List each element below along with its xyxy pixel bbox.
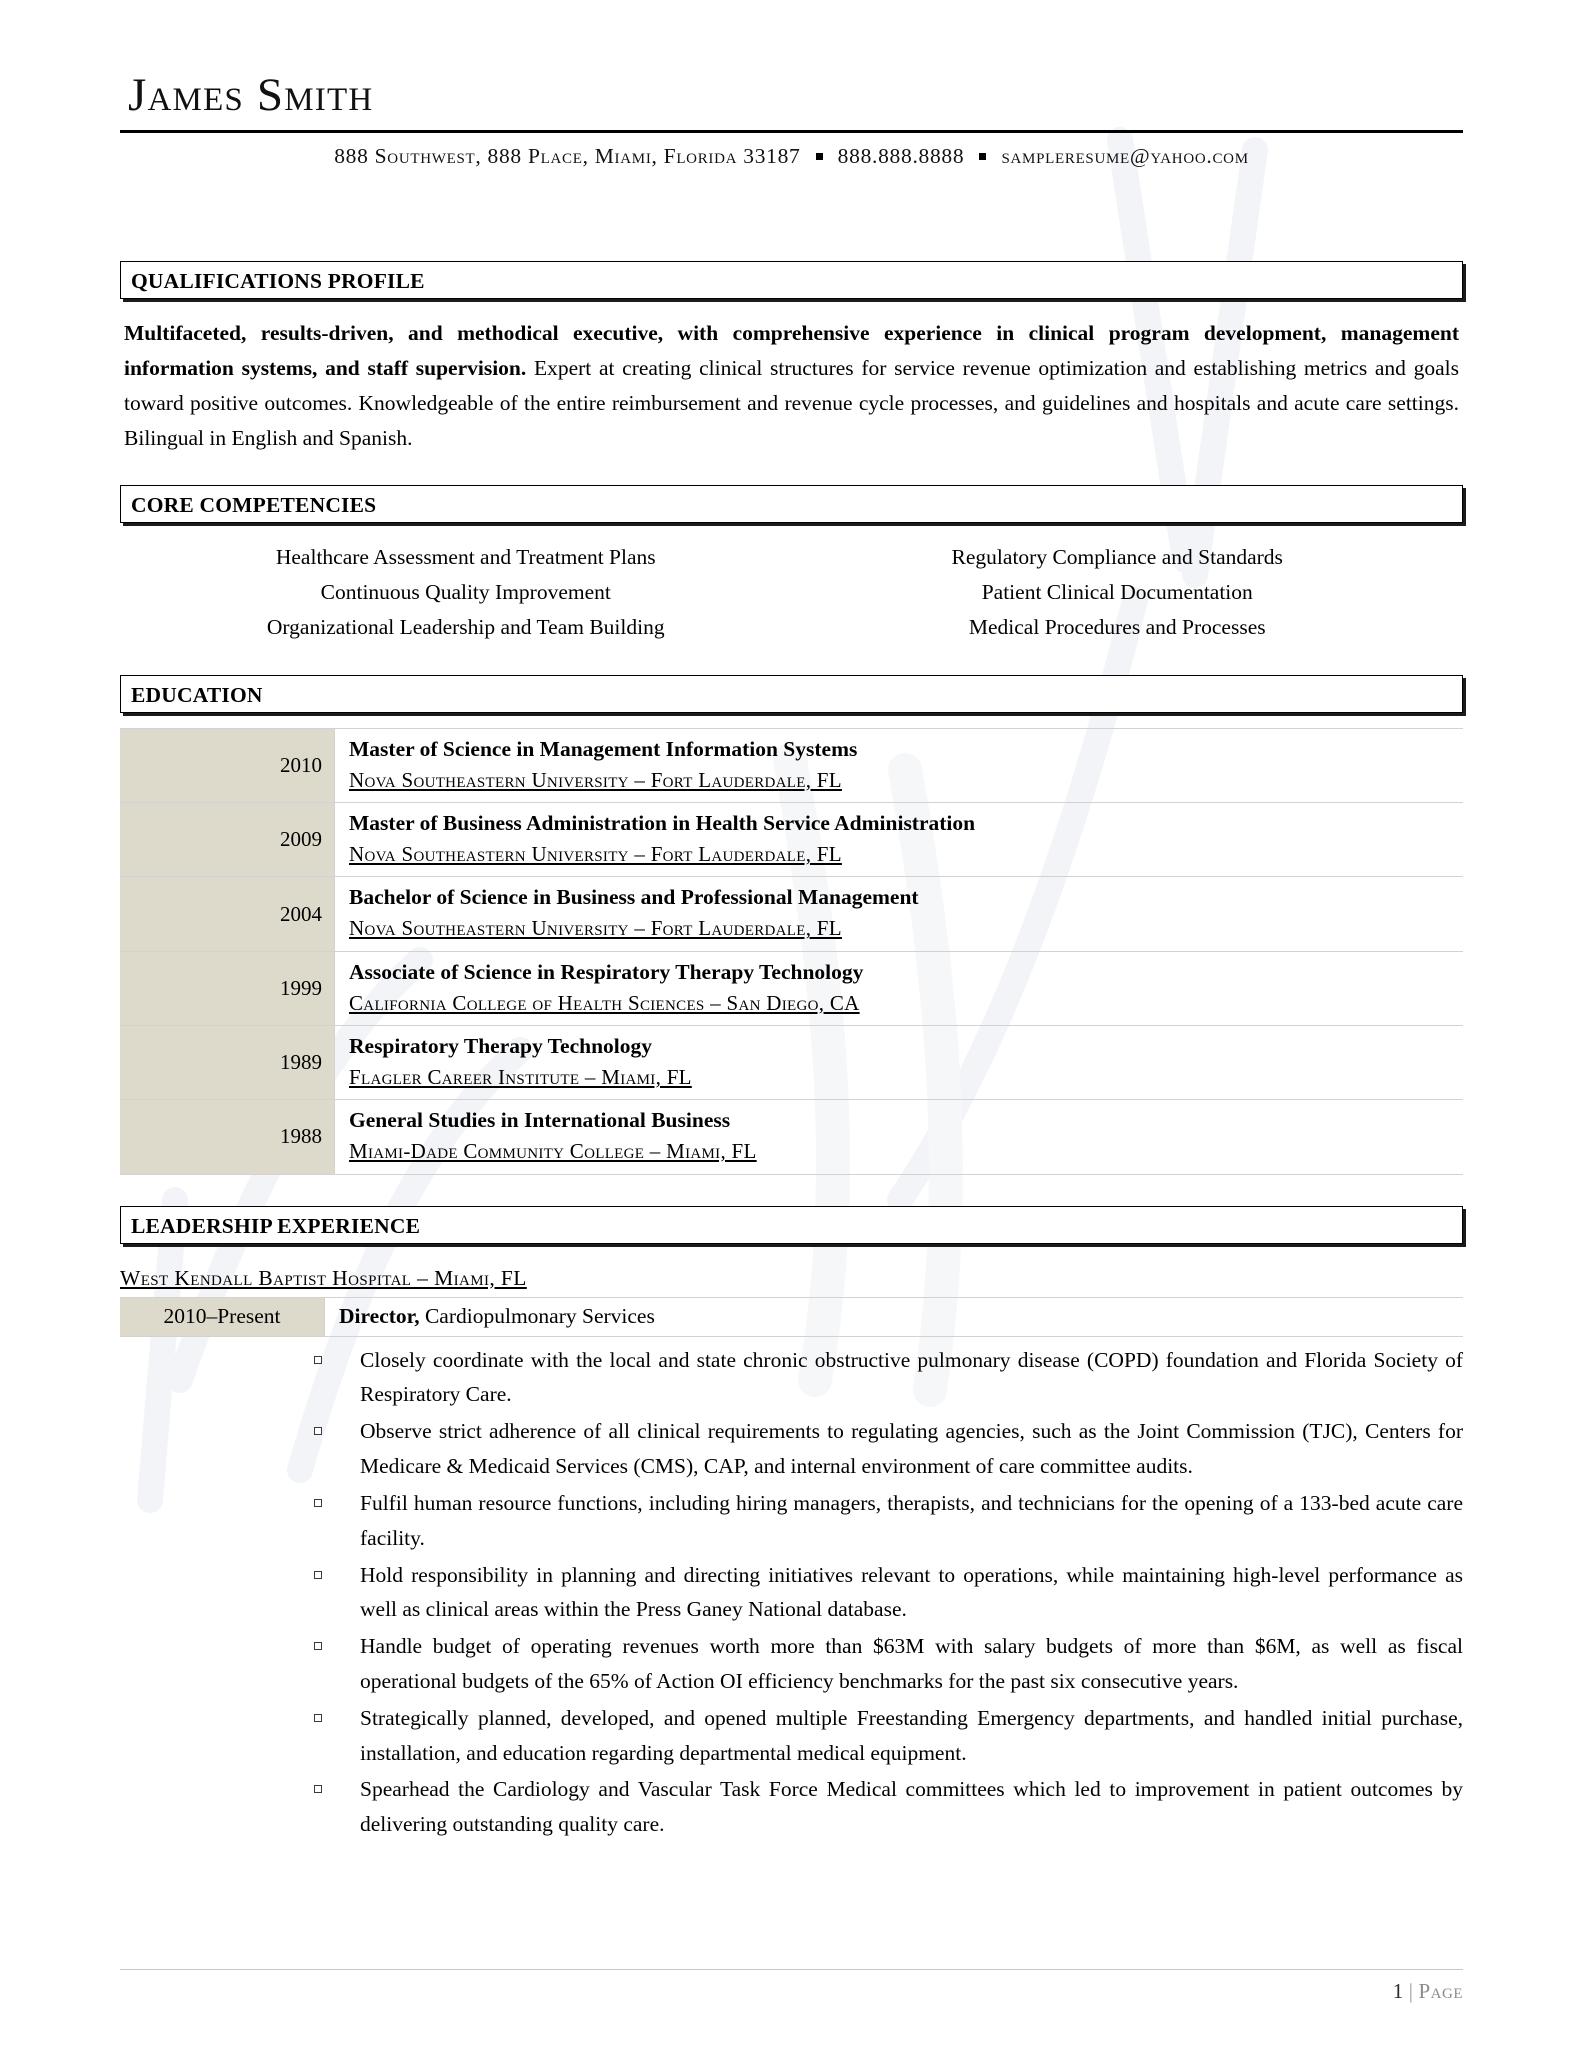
education-year: 2009: [120, 803, 335, 877]
competency-item: Regulatory Compliance and Standards: [951, 545, 1283, 570]
competency-column-right: [792, 540, 1444, 644]
education-degree: Master of Business Administration in Health Service Administration: [349, 811, 976, 836]
qualifications-paragraph: [120, 316, 1463, 455]
table-row: [120, 1100, 1463, 1174]
page-number: 1: [1392, 1979, 1404, 2003]
section-header-education: EDUCATION: [120, 675, 1463, 713]
page-footer: [120, 1969, 1463, 2004]
education-school: Flagler Career Institute – Miami, FL: [349, 1064, 692, 1089]
table-row: [120, 1297, 1463, 1336]
list-item: [306, 1414, 1463, 1484]
hollow-square-bullet-icon: [314, 1714, 322, 1722]
page-label: Page: [1418, 1979, 1463, 2003]
list-item-text: Observe strict adherence of all clinical requirements to regulating agencies, such as the Joint Commission (TJC), Centers for Medicare & Medicaid Services (CMS), CAP, and internal environment of care committee audits.: [360, 1419, 1463, 1479]
education-year: 1999: [120, 951, 335, 1025]
list-item-text: Handle budget of operating revenues worth more than $63M with salary budgets of more than $6M, as well as fiscal operational budgets of the 65% of Action OI efficiency benchmarks for the past six consecutive years.: [360, 1634, 1463, 1693]
education-detail: [335, 1100, 1464, 1174]
role-title-cell: [325, 1297, 1464, 1336]
list-item-text: Spearhead the Cardiology and Vascular Task Force Medical committees which led to improvement in patient outcomes by delivering outstanding quality care.: [360, 1777, 1463, 1837]
education-year: 1989: [120, 1025, 335, 1099]
list-item: [306, 1629, 1463, 1699]
contact-address: 888 Southwest, 888 Place, Miami, Florida 33187: [334, 144, 801, 169]
table-row: [120, 877, 1463, 951]
contact-line: [120, 133, 1463, 169]
list-item: [306, 1343, 1463, 1413]
education-year: 2010: [120, 728, 335, 802]
education-detail: [335, 1025, 1464, 1099]
table-row: [120, 951, 1463, 1025]
list-item-text: Strategically planned, developed, and opened multiple Freestanding Emergency departments, and handled initial purchase, installation, and education regarding departmental medical equipment.: [360, 1705, 1463, 1765]
hollow-square-bullet-icon: [314, 1356, 322, 1364]
qualifications-lead-text: Multifaceted, results-driven, and methodical executive, with comprehensive experience in clinical program development, management information systems, and staff supervision.: [124, 321, 1459, 380]
role-dates: 2010–Present: [120, 1297, 325, 1336]
section-header-qualifications-profile: QUALIFICATIONS PROFILE: [120, 261, 1463, 299]
role-title: Director,: [339, 1304, 420, 1329]
hollow-square-bullet-icon: [314, 1785, 322, 1793]
list-item: [306, 1701, 1463, 1771]
competency-item: Patient Clinical Documentation: [981, 580, 1253, 605]
education-degree: Bachelor of Science in Business and Professional Management: [349, 885, 919, 910]
education-detail: [335, 728, 1464, 802]
table-row: [120, 1025, 1463, 1099]
competency-item: Medical Procedures and Processes: [968, 615, 1266, 640]
responsibility-list: [120, 1343, 1463, 1843]
square-bullet-icon: [816, 153, 823, 160]
hollow-square-bullet-icon: [314, 1427, 322, 1435]
education-degree: Respiratory Therapy Technology: [349, 1033, 653, 1058]
education-school: Miami-Dade Community College – Miami, FL: [349, 1139, 757, 1164]
role-department: Cardiopulmonary Services: [419, 1304, 655, 1329]
employer-name: West Kendall Baptist Hospital – Miami, FL: [120, 1265, 527, 1290]
contact-phone: 888.888.8888: [837, 144, 965, 169]
footer-separator: |: [1408, 1979, 1414, 2003]
list-item-text: Closely coordinate with the local and state chronic obstructive pulmonary disease (COPD) foundation and Florida Society of Respiratory Care.: [360, 1347, 1463, 1407]
contact-email[interactable]: sampleresume@yahoo.com: [1001, 144, 1249, 169]
education-detail: [335, 803, 1464, 877]
list-item: [306, 1772, 1463, 1842]
table-row: [120, 803, 1463, 877]
core-competencies-grid: [120, 540, 1463, 644]
competency-column-left: [140, 540, 792, 644]
education-detail: [335, 877, 1464, 951]
education-degree: General Studies in International Business: [349, 1108, 731, 1133]
list-item-text: Fulfil human resource functions, including hiring managers, therapists, and technicians for the opening of a 133-bed acute care facility.: [360, 1490, 1463, 1550]
education-school: Nova Southeastern University – Fort Lauderdale, FL: [349, 767, 842, 792]
competency-item: Healthcare Assessment and Treatment Plans: [275, 545, 656, 570]
list-item: [306, 1558, 1463, 1628]
education-school: Nova Southeastern University – Fort Lauderdale, FL: [349, 842, 842, 867]
hollow-square-bullet-icon: [314, 1642, 322, 1650]
education-degree: Master of Science in Management Information Systems: [349, 736, 858, 761]
education-table: [120, 728, 1463, 1175]
list-item: [306, 1486, 1463, 1556]
education-degree: Associate of Science in Respiratory Therapy Technology: [349, 959, 864, 984]
square-bullet-icon: [979, 153, 986, 160]
table-row: [120, 728, 1463, 802]
hollow-square-bullet-icon: [314, 1499, 322, 1507]
competency-item: Continuous Quality Improvement: [320, 580, 611, 605]
section-header-leadership-experience: LEADERSHIP EXPERIENCE: [120, 1206, 1463, 1244]
list-item-text: Hold responsibility in planning and directing initiatives relevant to operations, while maintaining high-level performance as well as clinical areas within the Press Ganey National database.: [360, 1562, 1463, 1622]
education-year: 1988: [120, 1100, 335, 1174]
role-table: [120, 1297, 1463, 1337]
hollow-square-bullet-icon: [314, 1571, 322, 1579]
education-detail: [335, 951, 1464, 1025]
education-school: California College of Health Sciences – San Diego, CA: [349, 990, 860, 1015]
competency-item: Organizational Leadership and Team Building: [266, 615, 665, 640]
employer-line-wrap: [120, 1244, 1463, 1291]
education-year: 2004: [120, 877, 335, 951]
qualifications-body-text: Expert at creating clinical structures for service revenue optimization and establishing metrics and goals toward positive outcomes. Knowledgeable of the entire reimbursement and revenue cycle processes, and guidelines and hospitals and acute care settings. Bilingual in English and Spanish.: [124, 355, 1459, 450]
education-school: Nova Southeastern University – Fort Lauderdale, FL: [349, 916, 842, 941]
footer-page-indicator: [120, 1970, 1463, 2004]
page-title: James Smith: [128, 69, 374, 121]
section-header-core-competencies: CORE COMPETENCIES: [120, 485, 1463, 523]
